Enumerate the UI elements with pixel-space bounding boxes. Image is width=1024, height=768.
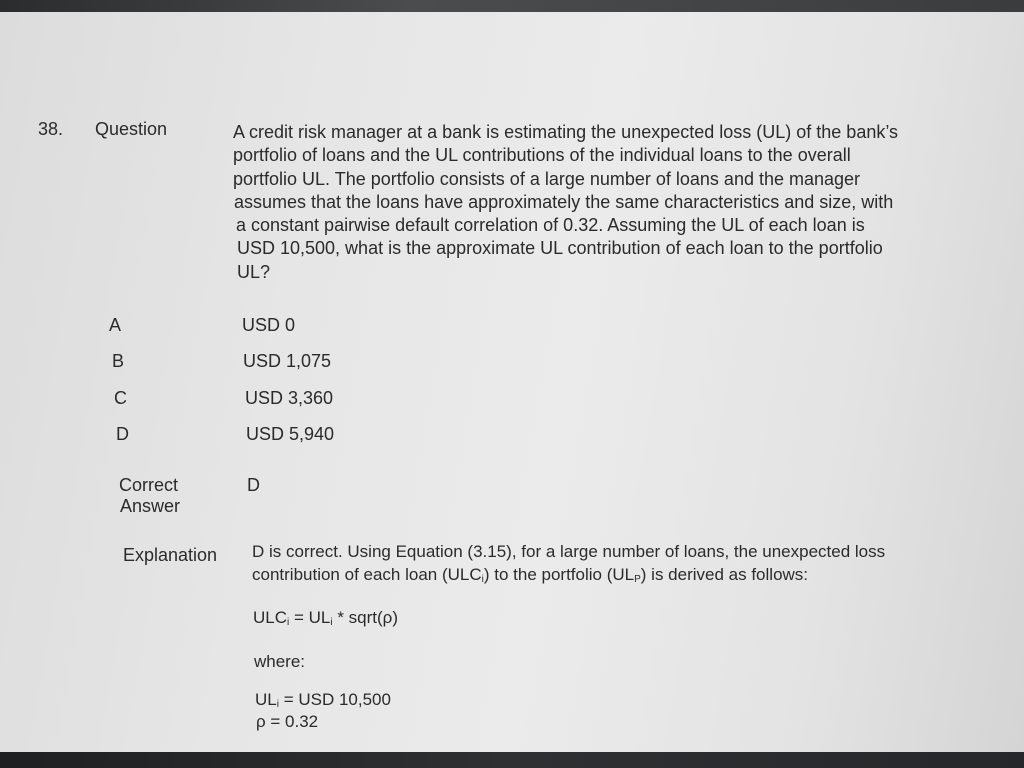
definition-text: = USD 10,500 — [278, 690, 391, 709]
subscript: i — [481, 574, 484, 585]
subscript: i — [276, 699, 279, 710]
definition-rho: ρ = 0.32 — [256, 712, 319, 731]
option-letter-d: D — [116, 424, 129, 444]
monitor-top-bezel — [0, 0, 1024, 12]
correct-answer-value: D — [247, 475, 260, 495]
option-letter-b: B — [112, 351, 125, 371]
formula-text: * sqrt(ρ) — [332, 608, 398, 627]
question-label: Question — [95, 119, 168, 139]
explanation-line: D is correct. Using Equation (3.15), for a large number of loans, the unexpected loss — [252, 542, 886, 561]
explanation-line — [252, 563, 808, 591]
option-value-d: USD 5,940 — [246, 424, 335, 444]
subscript: P — [634, 574, 641, 585]
correct-answer-label: Correct — [119, 475, 179, 495]
question-text-line: assumes that the loans have approximately the same characteristics and size, with — [234, 191, 894, 212]
question-text-line: A credit risk manager at a bank is estimating the unexpected loss (UL) of the bank’s — [233, 122, 899, 142]
question-text-line: a constant pairwise default correlation of 0.32. Assuming the UL of each loan is — [236, 215, 865, 236]
definition-text: UL — [255, 690, 277, 709]
question-text-line: portfolio of loans and the UL contributions of the individual loans to the overall — [233, 145, 851, 166]
where-label: where: — [254, 652, 306, 671]
option-value-b: USD 1,075 — [243, 351, 332, 371]
explanation-text: contribution of each loan (ULC — [252, 565, 482, 584]
option-value-a: USD 0 — [242, 315, 296, 335]
question-number: 38. — [38, 119, 64, 139]
question-text-line: portfolio UL. The portfolio consists of a large number of loans and the manager — [233, 168, 861, 189]
formula-text: = UL — [289, 608, 331, 627]
correct-answer-label-line2: Answer — [120, 496, 181, 516]
subscript: i — [330, 617, 333, 628]
question-text — [233, 121, 898, 284]
question-text-line: USD 10,500, what is the approximate UL contribution of each loan to the portfolio — [237, 238, 883, 259]
formula — [253, 606, 398, 634]
option-value-c: USD 3,360 — [245, 388, 334, 408]
explanation-label: Explanation — [123, 545, 218, 565]
explanation-text: ) is derived as follows: — [640, 565, 809, 584]
question-text-line: UL? — [237, 261, 271, 282]
option-letter-c: C — [114, 388, 127, 408]
monitor-bottom-bezel — [0, 752, 1024, 768]
formula-text: ULC — [253, 608, 288, 627]
explanation-text: ) to the portfolio (UL — [483, 565, 635, 584]
subscript: i — [287, 617, 290, 628]
option-letter-a: A — [109, 315, 122, 335]
